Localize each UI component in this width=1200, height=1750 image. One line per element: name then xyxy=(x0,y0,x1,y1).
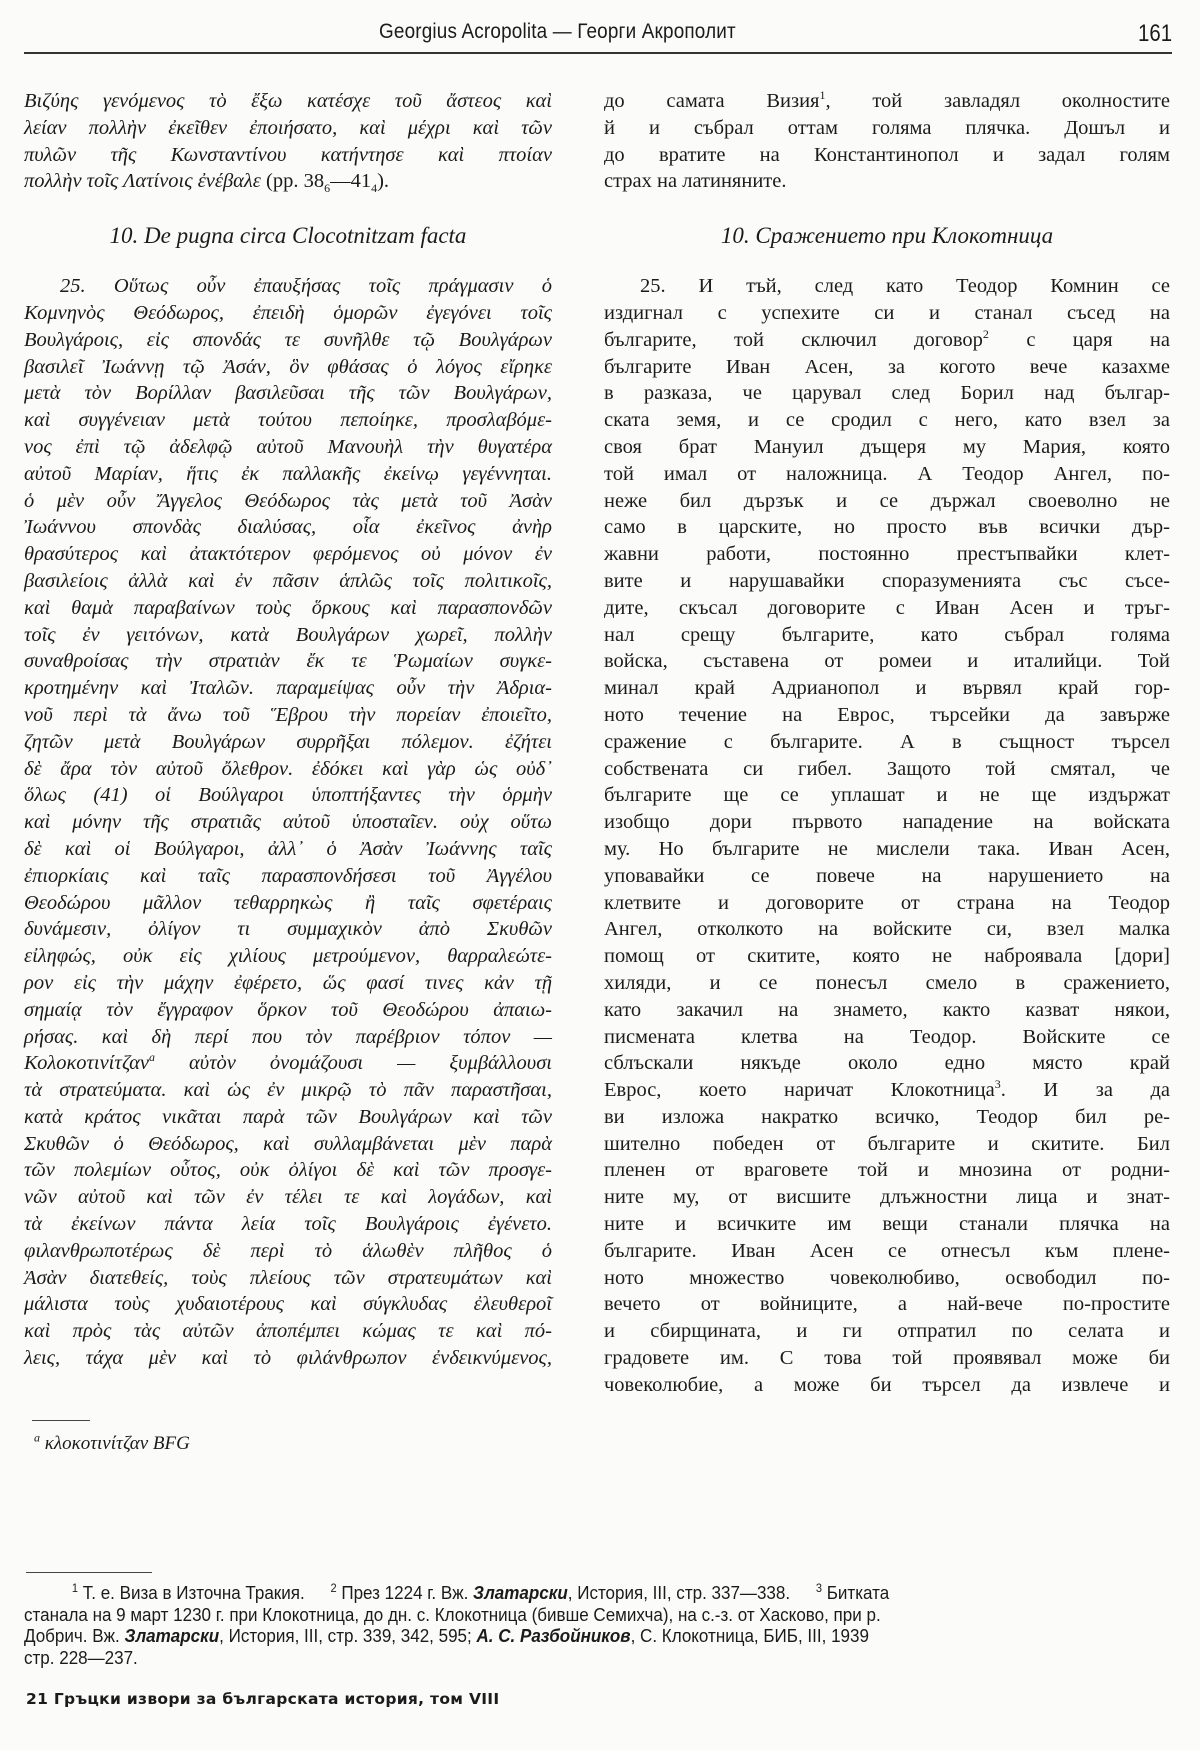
bulgarian-intro-line xyxy=(604,88,1170,115)
bulgarian-paragraph-line: помощ от скитите, която не наброявала [дори] xyxy=(604,945,1170,968)
printer-signature: 21 Гръцки извори за българската история, том VIII xyxy=(26,1690,500,1708)
greek-paragraph-line: ζητῶν μετὰ Βουλγάρων συρρῆξαι πόλεμον. ἐζήτει xyxy=(24,730,552,753)
greek-intro-text: πολλὴν τοῖς Λατίνοις ἐνέβαλε xyxy=(24,170,261,193)
footnote-marker: 1 xyxy=(71,1580,78,1595)
bulgarian-paragraph-line: ното течение на Еврос, търсейки да завърже xyxy=(604,703,1170,726)
bulgarian-paragraph-line xyxy=(604,1077,1170,1104)
bulgarian-paragraph-line: сражение с българите. А в същност търсел xyxy=(604,730,1170,753)
bulgarian-section-heading: 10. Сражението при Клокотница xyxy=(720,223,1054,249)
greek-paragraph-line: μετὰ τὸν Βορίλλαν βασιλεῦσαι τῆς τῶν Βουλγάρων, xyxy=(24,382,552,405)
bulgarian-paragraph-line: само в царските, но просто във всички дър- xyxy=(604,516,1170,539)
greek-intro-line: πυλῶν τῆς Κωνσταντίνου κατήντησε καὶ πτοίαν xyxy=(24,143,552,166)
footnote-1-text: Т. е. Виза в Източна Тракия. xyxy=(82,1582,305,1603)
greek-paragraph-line: συναθροίσας τὴν στρατιὰν ἔκ τε Ῥωμαίων συγκε- xyxy=(24,650,552,673)
bulgarian-paragraph-line: ви изложа накратко всичко, Теодор бил ре- xyxy=(604,1105,1170,1128)
bulgarian-paragraph-line: като закачил на знамето, както казват някои, xyxy=(604,998,1170,1021)
footnote-3-text: Битката xyxy=(826,1582,890,1603)
bulgarian-paragraph-line: и сбирщината, и ги отпратил по селата и xyxy=(604,1320,1170,1343)
greek-paragraph-line: δὲ ἄρα τὸν αὐτοῦ ὄλεθρον. ἐδόκει καὶ γὰρ ὡς οὐδ᾽ xyxy=(24,757,552,780)
bulgarian-paragraph-line: 25. И тъй, след като Теодор Комнин се xyxy=(640,275,1170,298)
bulgarian-paragraph-line: пленен от враговете той и мнозина от родни- xyxy=(604,1159,1170,1182)
bulgarian-paragraph-line: вите и нарушавайки споразуменията със съсе- xyxy=(604,569,1170,592)
bulgarian-paragraph-line: вечето от войниците, а най-вече по-простите xyxy=(604,1293,1170,1316)
greek-paragraph-line: αὐτοῦ Μαρίαν, ἥτις ἐκ παλλακῆς ἐκείνῳ γεγέννηται. xyxy=(24,462,552,485)
bulgarian-paragraph-line: минал край Адрианопол и вървял край гор- xyxy=(604,677,1170,700)
greek-intro-line-last xyxy=(24,168,552,195)
greek-paragraph-line: κατὰ κράτος νικᾶται παρὰ τῶν Βουλγάρων καὶ τῶν xyxy=(24,1105,552,1128)
greek-paragraph-line: εἰληφώς, οὐκ εἰς χιλίους μετρούμενον, θαρραλεώτε- xyxy=(24,945,552,968)
bulgarian-paragraph-line: сблъскали някъде около едно място край xyxy=(604,1052,1170,1075)
footnote-line: станала на 9 март 1230 г. при Клокотница, до дн. с. Клокотница (бивше Семихча), на с.-з. от Хасково, при р. xyxy=(24,1603,881,1625)
ref-start: (pp. 38 xyxy=(266,170,325,193)
bulgarian-paragraph-line: българите. Иван Асен се отнесъл към плене- xyxy=(604,1239,1170,1262)
bulgarian-intro-line: й и събрал оттам голяма плячка. Дошъл и xyxy=(604,116,1170,139)
bulgarian-paragraph-line: собствената си гибел. Защото той смятал, че xyxy=(604,757,1170,780)
bulgarian-paragraph xyxy=(604,273,1170,1398)
footnote-author: Златарски xyxy=(473,1582,568,1603)
bulgarian-intro-line: до вратите на Константинопол и задал голям xyxy=(604,143,1170,166)
footnote-rule xyxy=(26,1572,152,1573)
header-rule xyxy=(24,52,1172,54)
greek-paragraph-line: καὶ θαμὰ παραβαίνων τοὺς ὅρκους καὶ παρασπονδῶν xyxy=(24,596,552,619)
bulgarian-paragraph-line: ното множество човеколюбиво, освободил по- xyxy=(604,1266,1170,1289)
greek-paragraph-line: Σκυθῶν ὁ Θεόδωρος, καὶ συλλαμβάνεται μὲν παρὰ xyxy=(24,1132,552,1155)
greek-paragraph-line: Κομνηνὸς Θεόδωρος, ἐπειδὴ ὁμορῶν ἐγεγόνει τοῖς xyxy=(24,301,552,324)
greek-paragraph-line xyxy=(24,1050,552,1077)
footnote-ref-2[interactable]: 2 xyxy=(982,326,989,341)
bulgarian-column xyxy=(604,88,1170,1399)
bulgarian-paragraph-line: шително победен от българите и скитите. Бил xyxy=(604,1132,1170,1155)
bulgarian-paragraph-line: му. Но българите не мислели така. Иван Асен, xyxy=(604,837,1170,860)
bulgarian-intro-line: страх на латиняните. xyxy=(604,170,787,193)
greek-intro-line: Βιζύης γενόμενος τὸ ἔξω κατέσχε τοῦ ἄστεος καὶ xyxy=(24,90,552,112)
bulgarian-paragraph-line: дите, скъсал договорите с Иван Асен и тръг- xyxy=(604,596,1170,619)
bulgarian-paragraph-line: ните и всичките им вещи станали плячка на xyxy=(604,1213,1170,1236)
greek-paragraph-line: δὲ καὶ οἱ Βούλγαροι, ἀλλ᾽ ὁ Ἀσὰν Ἰωάννης ταῖς xyxy=(24,837,552,860)
footnote-2-text: През 1224 г. Вж. xyxy=(341,1582,469,1603)
bulgarian-paragraph-line: хиляди, и се понесъл смело в сражението, xyxy=(604,971,1170,994)
line-text: българите, той сключил договор xyxy=(604,328,983,351)
greek-paragraph-line: Βουλγάροις, εἰς σπονδάς τε συνῆλθε τῷ Βουλγάρων xyxy=(24,328,552,351)
footnote-ref-1[interactable]: 1 xyxy=(819,88,826,103)
bulgarian-paragraph-line xyxy=(604,327,1170,354)
greek-intro-line: λείαν πολλὴν ἐκεῖθεν ἐποιήσατο, καὶ μέχρι καὶ τῶν xyxy=(24,116,552,139)
bulgarian-paragraph-line: издигнал с успехите си и станал съсед на xyxy=(604,301,1170,324)
bulgarian-paragraph-line: човеколюбие, а може би търсел да извлече и xyxy=(604,1373,1170,1396)
greek-section-heading: 10. De pugna circa Clocotnitzam facta xyxy=(109,223,467,249)
ref-sub: 6 xyxy=(324,181,331,196)
page-reference xyxy=(266,170,390,196)
footnote-line xyxy=(24,1625,1080,1647)
greek-paragraph-line: καὶ συγγένειαν μετὰ τούτου πεποίηκε, προσλαβόμε- xyxy=(24,409,552,432)
bulgarian-intro xyxy=(604,88,1170,195)
greek-paragraph-line: νοῦ περὶ τὰ ἄνω τοῦ Ἕβρου τὴν πορείαν ἐποιεῖτο, xyxy=(24,703,552,726)
bulgarian-paragraph-line: неже бил дързък и се държал своеволно не xyxy=(604,489,1170,512)
greek-paragraph-line: Θεοδώρου μᾶλλον τεθαρρηκὼς ἢ ταῖς σφετέραις xyxy=(24,891,552,914)
bulgarian-paragraph-line: уповавайки се повече на нарушението на xyxy=(604,864,1170,887)
ref-mid: —41 xyxy=(330,170,372,193)
greek-paragraph xyxy=(24,273,552,1372)
footnote-ref-3[interactable]: 3 xyxy=(994,1077,1001,1092)
bulgarian-paragraph-line: българите ще се уплашат и не ще издържат xyxy=(604,784,1170,807)
greek-paragraph-line: φιλανθρωποτέρως δὲ περὶ τὸ ἁλωθὲν πλῆθος ὁ xyxy=(24,1239,552,1262)
bulgarian-paragraph-line: своя брат Мануил дъщеря му Мария, която xyxy=(604,435,1170,458)
running-header xyxy=(24,14,1172,54)
footnotes xyxy=(24,1582,1080,1668)
critical-apparatus xyxy=(34,1430,190,1455)
ref-sub: 4 xyxy=(371,181,378,196)
footnote-text: , С. Клокотница, БИБ, III, 1939 xyxy=(630,1625,869,1646)
bulgarian-paragraph-line: войска, съставена от ромеи и италийци. Той xyxy=(604,650,1170,673)
greek-paragraph-line: θρασύτερος καὶ ἀτακτότερον φερόμενος οὐ μόνον ἐν xyxy=(24,543,552,566)
greek-paragraph-line: λεις, τάχα μὲν καὶ τὸ φιλάνθρωπον ἐνδεικνύμενος, xyxy=(24,1347,552,1370)
bulgarian-paragraph-line: Ангел, отколкото на войските си, взел малка xyxy=(604,918,1170,941)
footnote-author: Златарски xyxy=(124,1625,220,1646)
bulgarian-paragraph-line: ската земя, и се сродил с него, като взел за xyxy=(604,409,1170,432)
apparatus-text: κλοκοτινίτζαν BFG xyxy=(44,1433,190,1454)
apparatus-rule xyxy=(32,1420,90,1421)
greek-paragraph-line: ὁ μὲν οὖν Ἄγγελος Θεόδωρος τὰς μετὰ τοῦ Ἀσὰν xyxy=(24,489,552,512)
place-name: Κολοκοτινίτζαν xyxy=(24,1052,150,1075)
bulgarian-paragraph-line: изобщо дори първото нападение на войската xyxy=(604,811,1170,834)
line-text: Еврос, което наричат Клокотница xyxy=(604,1079,995,1102)
bulgarian-paragraph-line: българите Иван Асен, за когото вече казахме xyxy=(604,355,1170,378)
footnote-text: Добрич. Вж. xyxy=(24,1625,120,1646)
bulgarian-paragraph-line: градовете им. С това той проявявал може би xyxy=(604,1347,1170,1370)
footnote-marker: 2 xyxy=(330,1580,337,1595)
greek-paragraph-line: Ἰωάννου σπονδὰς διαλύσας, οἷα ἐκεῖνος ἀνὴρ xyxy=(24,516,552,539)
greek-paragraph-line: ὅλως (41) οἱ Βούλγαροι ὑποπτήξαντες τὴν ὁρμὴν xyxy=(24,784,552,807)
ref-end: ). xyxy=(377,170,390,193)
greek-paragraph-line: καὶ μόνην τῆς στρατιᾶς αὐτοῦ ὑποσταῖεν. οὐχ οὕτω xyxy=(24,811,552,834)
footnote-marker: 3 xyxy=(815,1580,822,1595)
greek-paragraph-line: ρήσας. καὶ δὴ περί που τὸν παρέβριον τόπον — xyxy=(24,1025,552,1048)
bulgarian-paragraph-line: жавни работи, постоянно престъпвайки клет- xyxy=(604,543,1170,566)
greek-paragraph-line: ἐπιορκίαις καὶ ταῖς παρασπονδήσεσι τοῦ Ἀγγέλου xyxy=(24,864,552,887)
greek-paragraph-line: καὶ πρὸς τὰς αὐτῶν ἀποπέμπει κώμας τε καὶ πό- xyxy=(24,1320,552,1343)
apparatus-ref[interactable]: a xyxy=(149,1050,156,1065)
footnote-line xyxy=(24,1582,1080,1604)
running-title: Georgius Acropolita — Георги Акрополит xyxy=(379,20,736,43)
footnote-author: А. С. Разбойников xyxy=(476,1625,631,1646)
greek-paragraph-line: μάλιστα τοὺς χυδαιοτέρους καὶ σύγκλυδας ἐλευθεροῖ xyxy=(24,1293,552,1316)
line-text: . И за да xyxy=(1000,1079,1171,1102)
greek-paragraph-line: τῶν πολεμίων οὗτος, οὐκ ὀλίγοι δὲ καὶ τῶν προσγε- xyxy=(24,1159,552,1182)
apparatus-marker: a xyxy=(34,1430,40,1445)
greek-paragraph-line: σημαίᾳ τὸν ἔγγραφον ὅρκον τοῦ Θεοδώρου ἀπαιω- xyxy=(24,998,552,1021)
greek-paragraph-line: τοῖς ἐν γειτόνων, κατὰ Βουλγάρων χωρεῖ, πολλὴν xyxy=(24,623,552,646)
bulgarian-paragraph-line: в разказа, че царувал след Борил над българ- xyxy=(604,382,1170,405)
greek-column xyxy=(24,88,552,1372)
footnote-text: , История, III, стр. 339, 342, 595; xyxy=(219,1625,472,1646)
intro-text: до самата Визия xyxy=(604,90,820,112)
greek-paragraph-line: τὰ ἐκείνων πάντα λεία τοῖς Βουλγάροις ἐγένετο. xyxy=(24,1213,552,1236)
greek-paragraph-line: 25. Οὕτως οὖν ἐπαυξήσας τοῖς πράγμασιν ὁ xyxy=(60,275,552,298)
footnote-line: стр. 228—237. xyxy=(24,1646,138,1668)
line-text: с царя на xyxy=(1026,328,1170,351)
greek-paragraph-line: ρον εἰς τὴν μάχην ἐφέρετο, ὥς φασί τινες κἀν τῇ xyxy=(24,971,552,994)
page-number: 161 xyxy=(1137,20,1172,47)
line-text: αὐτὸν ὀνομάζουσι — ξυμβάλλουσι xyxy=(189,1052,553,1075)
bulgarian-paragraph-line: писмената клетва на Теодор. Войските се xyxy=(604,1025,1170,1048)
greek-intro xyxy=(24,88,552,195)
bulgarian-paragraph-line: клетвите и договорите от страна на Теодор xyxy=(604,891,1170,914)
bulgarian-paragraph-line: ните му, от висшите длъжностни лица и знат- xyxy=(604,1186,1170,1209)
greek-paragraph-line: κροτημένην καὶ Ἰταλῶν. παραμείψας οὖν τὴν Ἀδρια- xyxy=(24,677,552,700)
greek-paragraph-line: βασιλεῖ Ἰωάννῃ τῷ Ἀσάν, ὃν φθάσας ὁ λόγος εἴρηκε xyxy=(24,355,552,378)
greek-paragraph-line: νῶν αὐτοῦ καὶ τῶν ἐν τέλει τε καὶ λογάδων, καὶ xyxy=(24,1186,552,1209)
footnote-2-text: , История, III, стр. 337—338. xyxy=(567,1582,791,1603)
greek-paragraph-line: δυνάμεσιν, ὀλίγον τι συμμαχικὸν ἀπὸ Σκυθῶν xyxy=(24,918,552,941)
bulgarian-paragraph-line: той имал от наложница. А Теодор Ангел, по- xyxy=(604,462,1170,485)
greek-paragraph-line: βασιλείοις ἀλλὰ καὶ ἐν πᾶσιν ἁπλῶς τοῖς πολιτικοῖς, xyxy=(24,569,552,592)
intro-text: , той завладял околностите xyxy=(825,90,1170,112)
greek-paragraph-line: Ἀσὰν διατεθείς, τοὺς πλείους τῶν στρατευμάτων καὶ xyxy=(24,1266,552,1289)
greek-paragraph-line: νος ἐπὶ τῷ ἀδελφῷ αὐτοῦ Μανουὴλ τὴν θυγατέρα xyxy=(24,435,552,458)
greek-paragraph-line: τὰ στρατεύματα. καὶ ὡς ἐν μικρῷ τὸ πᾶν παραστῆσαι, xyxy=(24,1079,552,1102)
bulgarian-paragraph-line: нал срещу българите, като събрал голяма xyxy=(604,623,1170,646)
